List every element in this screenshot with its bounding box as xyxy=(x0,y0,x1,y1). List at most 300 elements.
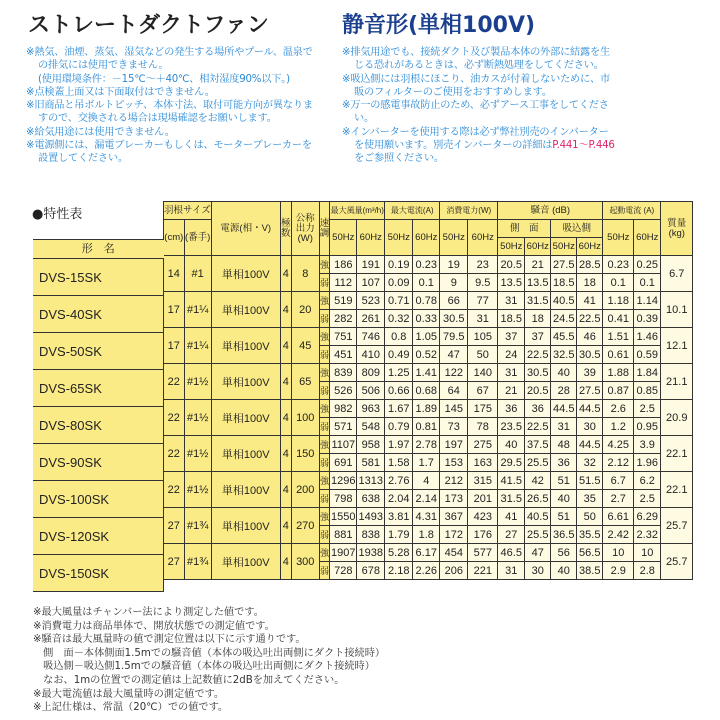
power-supply: 単相100V xyxy=(211,436,280,472)
model-row xyxy=(33,518,164,555)
hz50-header: 50Hz xyxy=(440,220,468,256)
model-name: DVS-120SK xyxy=(33,518,164,555)
value-cell: 22.5 xyxy=(525,346,551,364)
model-row xyxy=(33,333,164,370)
table-row xyxy=(164,256,693,274)
value-cell: 172 xyxy=(440,526,468,544)
value-cell: 107 xyxy=(357,274,385,292)
value-cell: 0.1 xyxy=(634,274,661,292)
value-cell: 958 xyxy=(357,436,385,454)
blade-number: #1¼ xyxy=(184,328,211,364)
speed-strong: 強 xyxy=(319,256,330,274)
value-cell: 112 xyxy=(330,274,357,292)
speed-strong: 強 xyxy=(319,292,330,310)
value-cell: 315 xyxy=(468,472,498,490)
power-supply: 単相100V xyxy=(211,256,280,292)
poles: 4 xyxy=(280,256,291,292)
hz50-header: 50Hz xyxy=(498,238,525,256)
value-cell: 1313 xyxy=(357,472,385,490)
value-cell: 982 xyxy=(330,400,357,418)
value-cell: 44.5 xyxy=(577,400,603,418)
value-cell: 77 xyxy=(468,292,498,310)
value-cell: 1938 xyxy=(357,544,385,562)
value-cell: 41.5 xyxy=(498,472,525,490)
value-cell: 2.78 xyxy=(413,436,440,454)
model-row xyxy=(33,555,164,592)
value-cell: 0.68 xyxy=(413,382,440,400)
blade-number: #1½ xyxy=(184,400,211,436)
value-cell: 140 xyxy=(468,364,498,382)
value-cell: 18 xyxy=(577,274,603,292)
value-cell: 153 xyxy=(440,454,468,472)
mass-header: 質量(kg) xyxy=(661,202,693,256)
value-cell: 51 xyxy=(551,472,577,490)
value-cell: 31 xyxy=(468,310,498,328)
blade-number: #1¾ xyxy=(184,544,211,580)
poles: 4 xyxy=(280,400,291,436)
blade-cm: 17 xyxy=(164,328,185,364)
hz50-header: 50Hz xyxy=(603,220,634,256)
note: ※給気用途には使用できません。 xyxy=(26,126,175,138)
value-cell: 423 xyxy=(468,508,498,526)
footnotes xyxy=(33,606,385,715)
value-cell: 4.31 xyxy=(413,508,440,526)
value-cell: 10 xyxy=(634,544,661,562)
value-cell: 31 xyxy=(498,292,525,310)
value-cell: 1.25 xyxy=(385,364,413,382)
value-cell: 47 xyxy=(525,544,551,562)
value-cell: 26.5 xyxy=(525,490,551,508)
value-cell: 221 xyxy=(468,562,498,580)
speed-weak: 弱 xyxy=(319,454,330,472)
value-cell: 122 xyxy=(440,364,468,382)
value-cell: 0.61 xyxy=(603,346,634,364)
value-cell: 2.5 xyxy=(634,490,661,508)
value-cell: 22.5 xyxy=(577,310,603,328)
output-watts: 65 xyxy=(291,364,319,400)
hz60-header: 60Hz xyxy=(357,220,385,256)
value-cell: 2.9 xyxy=(603,562,634,580)
value-cell: 1.18 xyxy=(603,292,634,310)
mass-kg: 12.1 xyxy=(661,328,693,364)
value-cell: 6.29 xyxy=(634,508,661,526)
note: ※電源側には、漏電ブレーカーもしくは、モーターブレーカーを設置してください。 xyxy=(26,140,312,165)
value-cell: 3.81 xyxy=(385,508,413,526)
blade-cm: 14 xyxy=(164,256,185,292)
value-cell: 31 xyxy=(551,418,577,436)
value-cell: 0.1 xyxy=(413,274,440,292)
value-cell: 3.9 xyxy=(634,436,661,454)
value-cell: 0.66 xyxy=(385,382,413,400)
value-cell: 1.89 xyxy=(413,400,440,418)
section-heading: ●特性表 xyxy=(32,207,83,222)
value-cell: 1550 xyxy=(330,508,357,526)
footnote: ※最大風量はチャンバー法により測定した値です。 xyxy=(33,607,264,618)
speed-weak: 弱 xyxy=(319,310,330,328)
blade-cm: 17 xyxy=(164,292,185,328)
value-cell: 1.84 xyxy=(634,364,661,382)
value-cell: 6.61 xyxy=(603,508,634,526)
value-cell: 37.5 xyxy=(525,436,551,454)
value-cell: 678 xyxy=(357,562,385,580)
value-cell: 2.04 xyxy=(385,490,413,508)
consumption-header: 消費電力(W) xyxy=(440,202,498,220)
output-watts: 300 xyxy=(291,544,319,580)
table-row xyxy=(164,508,693,526)
value-cell: 2.14 xyxy=(413,490,440,508)
value-cell: 2.6 xyxy=(603,400,634,418)
value-cell: 839 xyxy=(330,364,357,382)
poles: 4 xyxy=(280,436,291,472)
value-cell: 809 xyxy=(357,364,385,382)
model-row xyxy=(33,407,164,444)
footnote: ※消費電力は商品単体で、開放状態での測定値です。 xyxy=(33,620,275,632)
value-cell: 173 xyxy=(440,490,468,508)
value-cell: 5.28 xyxy=(385,544,413,562)
note: ※熱気、油煙、蒸気、湿気などの発生する場所やプール、温泉での排気には使用できません。 xyxy=(26,47,313,72)
value-cell: 20.5 xyxy=(498,256,525,274)
blade-number: #1 xyxy=(184,256,211,292)
value-cell: 30.5 xyxy=(577,346,603,364)
value-cell: 56.5 xyxy=(577,544,603,562)
table-row xyxy=(164,328,693,346)
notes-left xyxy=(26,46,316,166)
value-cell: 2.32 xyxy=(634,526,661,544)
value-cell: 27.5 xyxy=(551,256,577,274)
output-watts: 200 xyxy=(291,472,319,508)
value-cell: 0.1 xyxy=(603,274,634,292)
value-cell: 0.33 xyxy=(413,310,440,328)
footnote: 吸込側－吸込側1.5mでの騒音値（本体の吸込吐出両側にダクト接続時） xyxy=(33,661,375,673)
power-supply: 単相100V xyxy=(211,544,280,580)
value-cell: 35 xyxy=(577,490,603,508)
side-header: 側 面 xyxy=(498,220,551,238)
value-cell: 23.5 xyxy=(498,418,525,436)
value-cell: 526 xyxy=(330,382,357,400)
value-cell: 78 xyxy=(468,418,498,436)
number-header: (番手) xyxy=(184,220,211,256)
value-cell: 45.5 xyxy=(551,328,577,346)
value-cell: 1907 xyxy=(330,544,357,562)
value-cell: 22.5 xyxy=(525,418,551,436)
value-cell: 0.81 xyxy=(413,418,440,436)
value-cell: 42 xyxy=(525,472,551,490)
value-cell: 963 xyxy=(357,400,385,418)
value-cell: 6.7 xyxy=(603,472,634,490)
value-cell: 1.2 xyxy=(603,418,634,436)
value-cell: 2.76 xyxy=(385,472,413,490)
note: ※旧商品と吊ボルトピッチ、本体寸法、取付可能方向が異なりますので、交換される場合は現場確認をお願いします。 xyxy=(26,100,313,125)
value-cell: 64 xyxy=(440,382,468,400)
poles: 4 xyxy=(280,292,291,328)
model-header: 形 名 xyxy=(33,239,164,258)
value-cell: 838 xyxy=(357,526,385,544)
value-cell: 47 xyxy=(440,346,468,364)
value-cell: 206 xyxy=(440,562,468,580)
value-cell: 36 xyxy=(551,454,577,472)
value-cell: 0.79 xyxy=(385,418,413,436)
value-cell: 0.49 xyxy=(385,346,413,364)
value-cell: 2.7 xyxy=(603,490,634,508)
note: ※万一の感電事故防止のため、必ずアース工事をしてください。 xyxy=(342,100,609,125)
value-cell: 163 xyxy=(468,454,498,472)
note xyxy=(342,126,617,166)
mass-kg: 10.1 xyxy=(661,292,693,328)
output-watts: 45 xyxy=(291,328,319,364)
poles: 4 xyxy=(280,364,291,400)
footnote: なお、1mの位置での測定値は上記数値に2dBを加えてください。 xyxy=(33,674,345,686)
model-name: DVS-100SK xyxy=(33,481,164,518)
intake-header: 吸込側 xyxy=(551,220,603,238)
blade-number: #1¾ xyxy=(184,508,211,544)
value-cell: 519 xyxy=(330,292,357,310)
model-name: DVS-40SK xyxy=(33,296,164,333)
blade-number: #1½ xyxy=(184,364,211,400)
value-cell: 37 xyxy=(525,328,551,346)
note-text: ※インバーターを使用する際は必ず弊社別売のインバーターを使用願います。別売インバーターの詳細は xyxy=(342,126,609,152)
value-cell: 0.59 xyxy=(634,346,661,364)
value-cell: 50 xyxy=(577,508,603,526)
value-cell: 31.5 xyxy=(525,292,551,310)
value-cell: 66 xyxy=(440,292,468,310)
mass-kg: 25.7 xyxy=(661,508,693,544)
value-cell: 175 xyxy=(468,400,498,418)
value-cell: 0.78 xyxy=(413,292,440,310)
value-cell: 0.09 xyxy=(385,274,413,292)
model-name-column xyxy=(33,201,164,592)
start-current-header: 起動電流 (A) xyxy=(603,202,661,220)
value-cell: 46 xyxy=(577,328,603,346)
value-cell: 2.18 xyxy=(385,562,413,580)
value-cell: 638 xyxy=(357,490,385,508)
mass-kg: 22.1 xyxy=(661,472,693,508)
value-cell: 548 xyxy=(357,418,385,436)
blade-cm: 22 xyxy=(164,436,185,472)
speed-weak: 弱 xyxy=(319,490,330,508)
value-cell: 39 xyxy=(577,364,603,382)
speed-strong: 強 xyxy=(319,508,330,526)
value-cell: 0.8 xyxy=(385,328,413,346)
value-cell: 44.5 xyxy=(551,400,577,418)
speed-strong: 強 xyxy=(319,364,330,382)
speed-weak: 弱 xyxy=(319,382,330,400)
note: ※排気用途でも、接続ダクト及び製品本体の外部に結露を生じる恐れがあるときは、必ず断熱処理をしてください。 xyxy=(342,47,611,72)
value-cell: 275 xyxy=(468,436,498,454)
blade-number: #1½ xyxy=(184,436,211,472)
value-cell: 21 xyxy=(525,256,551,274)
model-name: DVS-150SK xyxy=(33,555,164,592)
value-cell: 40.5 xyxy=(551,292,577,310)
value-cell: 0.39 xyxy=(634,310,661,328)
noise-header: 騒音 (dB) xyxy=(498,202,603,220)
value-cell: 176 xyxy=(468,526,498,544)
blade-cm: 27 xyxy=(164,544,185,580)
value-cell: 23 xyxy=(468,256,498,274)
output-watts: 8 xyxy=(291,256,319,292)
value-cell: 145 xyxy=(440,400,468,418)
power-supply: 単相100V xyxy=(211,292,280,328)
speed-strong: 強 xyxy=(319,472,330,490)
value-cell: 50 xyxy=(468,346,498,364)
value-cell: 691 xyxy=(330,454,357,472)
value-cell: 0.85 xyxy=(634,382,661,400)
hz50-header: 50Hz xyxy=(551,238,577,256)
hz50-header: 50Hz xyxy=(330,220,357,256)
value-cell: 1.7 xyxy=(413,454,440,472)
speed-weak: 弱 xyxy=(319,562,330,580)
power-supply-header: 電源(相・V) xyxy=(211,202,280,256)
model-name: DVS-90SK xyxy=(33,444,164,481)
model-name: DVS-15SK xyxy=(33,259,164,296)
value-cell: 4 xyxy=(413,472,440,490)
value-cell: 451 xyxy=(330,346,357,364)
value-cell: 0.23 xyxy=(603,256,634,274)
value-cell: 38.5 xyxy=(577,562,603,580)
value-cell: 9.5 xyxy=(468,274,498,292)
poles: 4 xyxy=(280,544,291,580)
power-supply: 単相100V xyxy=(211,364,280,400)
value-cell: 29.5 xyxy=(498,454,525,472)
value-cell: 9 xyxy=(440,274,468,292)
value-cell: 1.8 xyxy=(413,526,440,544)
value-cell: 191 xyxy=(357,256,385,274)
footnote: 側 面－本体側面1.5mでの騒音値（本体の吸込吐出両側にダクト接続時） xyxy=(33,647,386,659)
mass-kg: 22.1 xyxy=(661,436,693,472)
value-cell: 1493 xyxy=(357,508,385,526)
value-cell: 6.17 xyxy=(413,544,440,562)
speed-strong: 強 xyxy=(319,544,330,562)
value-cell: 881 xyxy=(330,526,357,544)
value-cell: 30 xyxy=(525,562,551,580)
footnote: ※最大電流値は最大風量時の測定値です。 xyxy=(33,688,225,700)
value-cell: 24 xyxy=(498,346,525,364)
blade-cm: 22 xyxy=(164,400,185,436)
value-cell: 18 xyxy=(525,310,551,328)
value-cell: 577 xyxy=(468,544,498,562)
value-cell: 367 xyxy=(440,508,468,526)
value-cell: 186 xyxy=(330,256,357,274)
value-cell: 1296 xyxy=(330,472,357,490)
value-cell: 1.41 xyxy=(413,364,440,382)
output-watts: 150 xyxy=(291,436,319,472)
value-cell: 48 xyxy=(551,436,577,454)
value-cell: 41 xyxy=(498,508,525,526)
value-cell: 1107 xyxy=(330,436,357,454)
value-cell: 27 xyxy=(498,526,525,544)
value-cell: 31.5 xyxy=(498,490,525,508)
model-row xyxy=(33,259,164,296)
page-reference-link[interactable]: P.441～P.446 xyxy=(552,140,615,152)
value-cell: 36 xyxy=(525,400,551,418)
power-supply: 単相100V xyxy=(211,328,280,364)
note: ※吸込側には羽根にほこり、油カスが付着しないために、市販のフィルターのご使用をおすすめします。 xyxy=(342,73,611,98)
model-name: DVS-65SK xyxy=(33,370,164,407)
value-cell: 40 xyxy=(551,490,577,508)
value-cell: 30.5 xyxy=(440,310,468,328)
blade-cm: 22 xyxy=(164,364,185,400)
value-cell: 36.5 xyxy=(551,526,577,544)
value-cell: 0.19 xyxy=(385,256,413,274)
value-cell: 35.5 xyxy=(577,526,603,544)
model-row xyxy=(33,444,164,481)
speed-header: 速調 xyxy=(319,202,330,256)
note-text: をご参照ください。 xyxy=(354,153,444,165)
value-cell: 46.5 xyxy=(498,544,525,562)
mass-kg: 6.7 xyxy=(661,256,693,292)
value-cell: 2.8 xyxy=(634,562,661,580)
speed-weak: 弱 xyxy=(319,274,330,292)
value-cell: 798 xyxy=(330,490,357,508)
value-cell: 1.51 xyxy=(603,328,634,346)
value-cell: 0.87 xyxy=(603,382,634,400)
value-cell: 1.96 xyxy=(634,454,661,472)
hz60-header: 60Hz xyxy=(634,220,661,256)
value-cell: 44.5 xyxy=(577,436,603,454)
value-cell: 13.5 xyxy=(498,274,525,292)
table-row xyxy=(164,544,693,562)
value-cell: 40 xyxy=(551,562,577,580)
value-cell: 13.5 xyxy=(525,274,551,292)
value-cell: 20.5 xyxy=(525,382,551,400)
notes-right xyxy=(342,46,617,166)
value-cell: 0.52 xyxy=(413,346,440,364)
value-cell: 410 xyxy=(357,346,385,364)
spec-table xyxy=(163,201,693,580)
value-cell: 40.5 xyxy=(525,508,551,526)
power-supply: 単相100V xyxy=(211,472,280,508)
value-cell: 73 xyxy=(440,418,468,436)
value-cell: 728 xyxy=(330,562,357,580)
speed-weak: 弱 xyxy=(319,418,330,436)
value-cell: 36 xyxy=(498,400,525,418)
poles: 4 xyxy=(280,472,291,508)
value-cell: 581 xyxy=(357,454,385,472)
value-cell: 30.5 xyxy=(525,364,551,382)
value-cell: 25.5 xyxy=(525,526,551,544)
value-cell: 24.5 xyxy=(551,310,577,328)
value-cell: 506 xyxy=(357,382,385,400)
value-cell: 28 xyxy=(551,382,577,400)
value-cell: 1.67 xyxy=(385,400,413,418)
value-cell: 1.97 xyxy=(385,436,413,454)
value-cell: 571 xyxy=(330,418,357,436)
value-cell: 30 xyxy=(577,418,603,436)
hz60-header: 60Hz xyxy=(577,238,603,256)
value-cell: 6.2 xyxy=(634,472,661,490)
poles-header: 極数 xyxy=(280,202,291,256)
mass-kg: 21.1 xyxy=(661,364,693,400)
value-cell: 0.95 xyxy=(634,418,661,436)
value-cell: 18.5 xyxy=(551,274,577,292)
model-name: DVS-50SK xyxy=(33,333,164,370)
value-cell: 197 xyxy=(440,436,468,454)
value-cell: 67 xyxy=(468,382,498,400)
value-cell: 37 xyxy=(498,328,525,346)
hz60-header: 60Hz xyxy=(525,238,551,256)
value-cell: 21 xyxy=(498,382,525,400)
value-cell: 79.5 xyxy=(440,328,468,346)
value-cell: 18.5 xyxy=(498,310,525,328)
value-cell: 2.5 xyxy=(634,400,661,418)
value-cell: 25.5 xyxy=(525,454,551,472)
value-cell: 201 xyxy=(468,490,498,508)
speed-strong: 強 xyxy=(319,436,330,454)
value-cell: 28.5 xyxy=(577,256,603,274)
value-cell: 1.58 xyxy=(385,454,413,472)
page-subtitle: 静音形(単相100V) xyxy=(342,13,536,38)
value-cell: 2.12 xyxy=(603,454,634,472)
table-row xyxy=(164,436,693,454)
